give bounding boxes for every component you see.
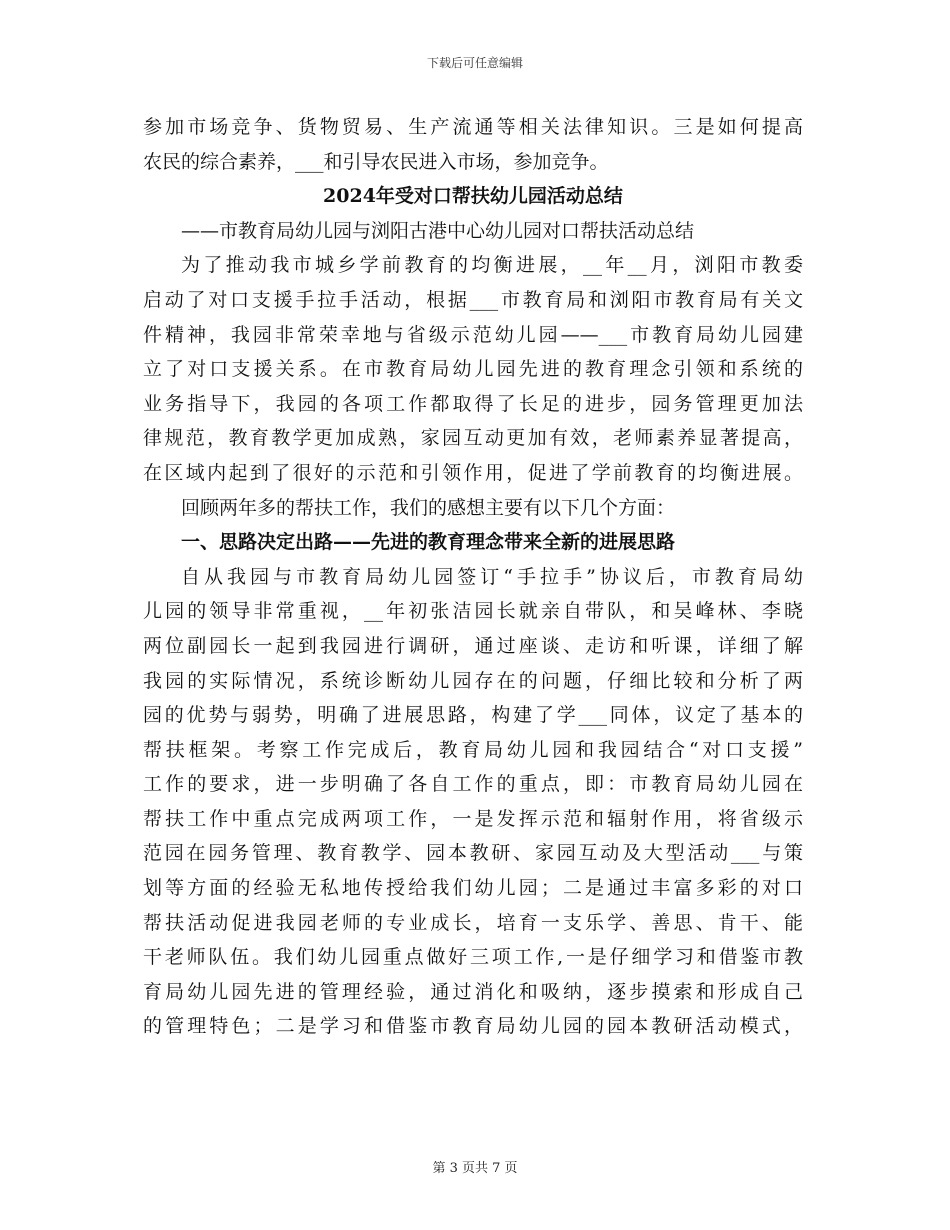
section-heading: 一、思路决定出路——先进的教育理念带来全新的进展思路 [181, 531, 676, 554]
paragraph-line: 划等方面的经验无私地传授给我们幼儿园；二是通过丰富多彩的对口 [143, 877, 803, 900]
document-title: 2024年受对口帮扶幼儿园活动总结 [323, 185, 623, 208]
paragraph-line: 范园在园务管理、教育教学、园本教研、家园互动及大型活动___与策 [143, 842, 803, 865]
paragraph-line: 帮扶活动促进我园老师的专业成长，培育一支乐学、善思、肯干、能 [143, 911, 803, 934]
paragraph-line: 为了推动我市城乡学前教育的均衡进展，__年__月，浏阳市教委 [181, 254, 803, 277]
paragraph-line: 农民的综合素养，___和引导农民进入市场，参加竞争。 [143, 150, 609, 173]
paragraph-line: 育局幼儿园先进的管理经验，通过消化和吸纳，逐步摸索和形成自己 [143, 980, 803, 1003]
paragraph-line: 启动了对口支援手拉手活动，根据___市教育局和浏阳市教育局有关文 [143, 288, 803, 311]
paragraph-line: 干老师队伍。我们幼儿园重点做好三项工作,一是仔细学习和借鉴市教 [143, 946, 803, 969]
paragraph-line: 我园的实际情况，系统诊断幼儿园存在的问题，仔细比较和分析了两 [143, 669, 803, 692]
paragraph-line: 在区域内起到了很好的示范和引领作用，促进了学前教育的均衡进展。 [143, 461, 803, 484]
paragraph-line: 参加市场竞争、货物贸易、生产流通等相关法律知识。三是如何提高 [143, 116, 803, 138]
paragraph-line: 两位副园长一起到我园进行调研，通过座谈、走访和听课，详细了解 [143, 634, 803, 657]
paragraph-line: 自从我园与市教育局幼儿园签订“手拉手”协议后，市教育局幼 [181, 565, 803, 588]
document-body [143, 110, 803, 1044]
paragraph-line: 立了对口支援关系。在市教育局幼儿园先进的教育理念引领和系统的 [143, 358, 803, 381]
paragraph-line: 工作的要求，进一步明确了各自工作的重点，即：市教育局幼儿园在 [143, 773, 803, 796]
paragraph-line: 的管理特色；二是学习和借鉴市教育局幼儿园的园本教研活动模式， [143, 1015, 803, 1038]
paragraph-line: 儿园的领导非常重视，__年初张洁园长就亲自带队，和吴峰林、李晓 [143, 600, 803, 623]
page-number: 第 3 页共 7 页 [432, 1161, 518, 1176]
page-header: 下载后可任意编辑 [426, 56, 523, 70]
paragraph-line: 件精神，我园非常荣幸地与省级示范幼儿园——___市教育局幼儿园建 [143, 323, 803, 346]
paragraph-line: 帮扶框架。考察工作完成后，教育局幼儿园和我园结合“对口支援” [143, 738, 803, 761]
paragraph-line: 帮扶工作中重点完成两项工作，一是发挥示范和辐射作用，将省级示 [143, 807, 803, 830]
paragraph-line: 律规范，教育教学更加成熟，家园互动更加有效，老师素养显著提高， [143, 427, 803, 450]
paragraph-line: 业务指导下，我园的各项工作都取得了长足的进步，园务管理更加法 [143, 392, 803, 415]
document-subtitle: ——市教育局幼儿园与浏阳古港中心幼儿园对口帮扶活动总结 [181, 219, 695, 242]
paragraph-line: 回顾两年多的帮扶工作，我们的感想主要有以下几个方面： [181, 496, 676, 519]
paragraph-line: 园的优势与弱势，明确了进展思路，构建了学___同体，议定了基本的 [143, 704, 803, 727]
